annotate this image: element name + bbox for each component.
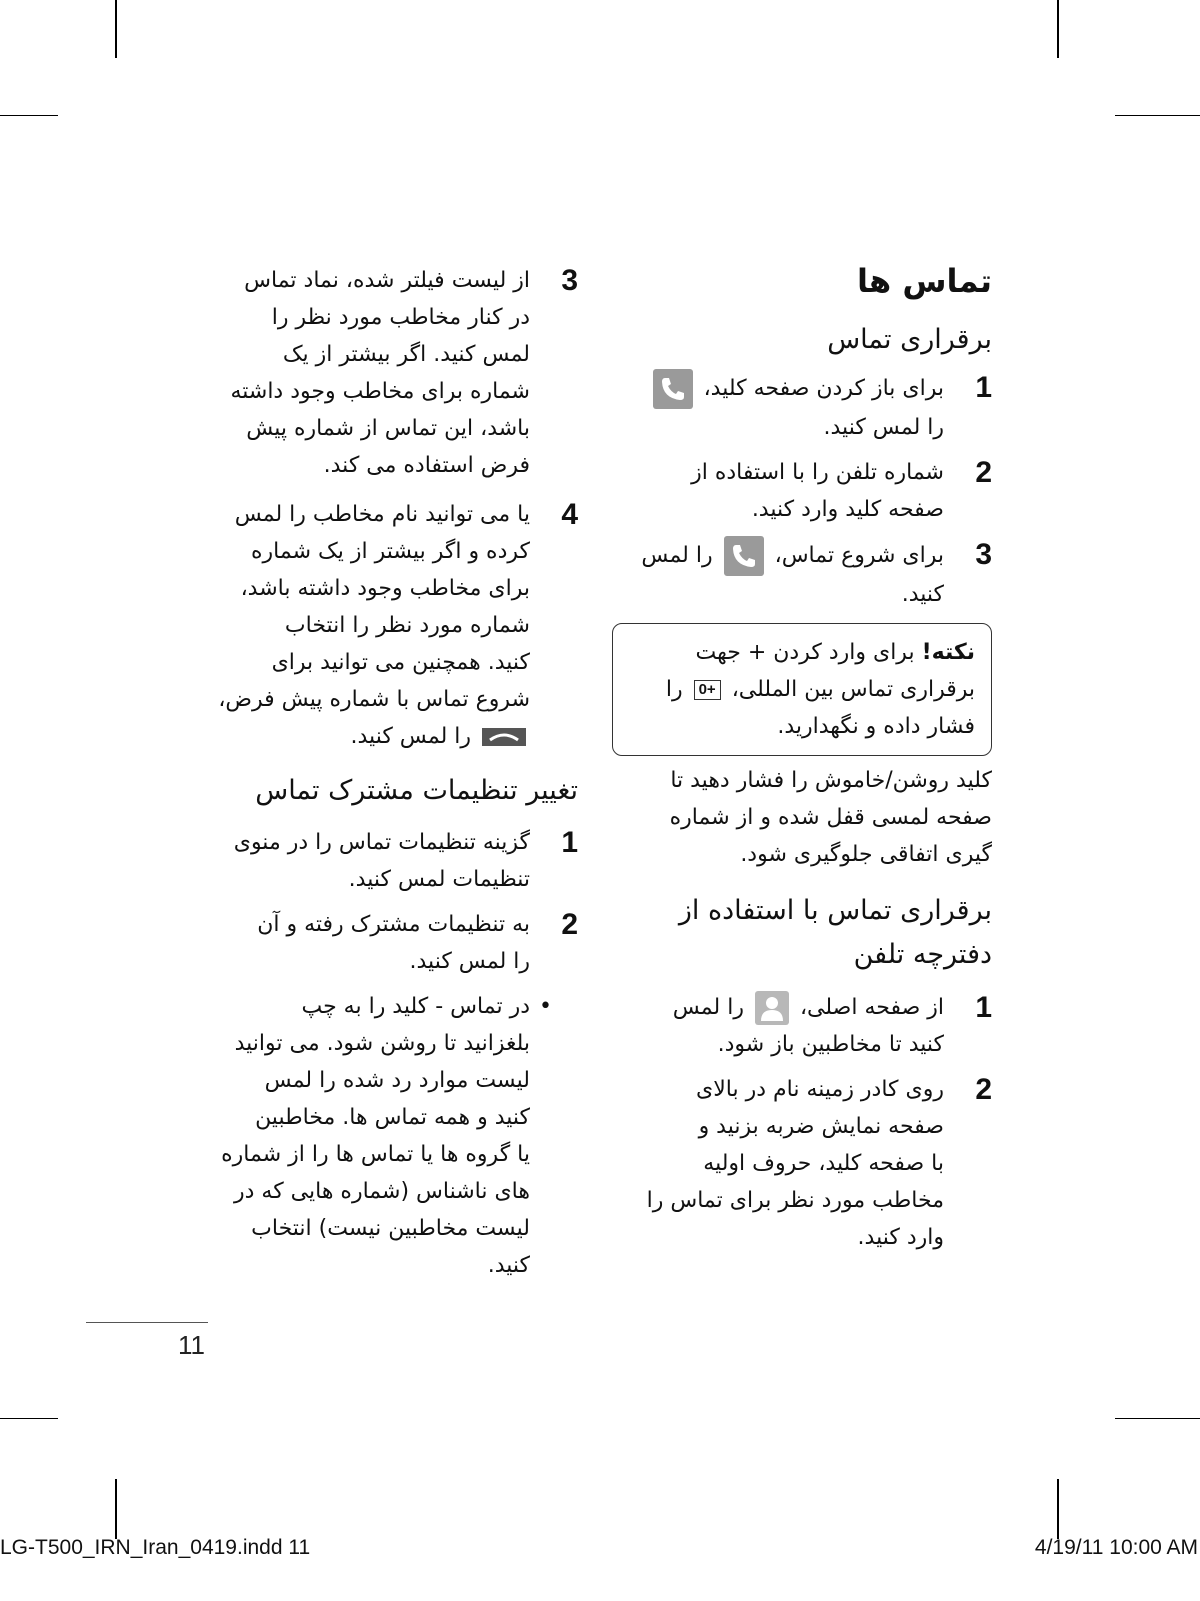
crop-mark [115, 0, 117, 58]
crop-mark [1115, 115, 1200, 116]
footer-datetime: 4/19/11 10:00 AM [1034, 1536, 1198, 1559]
step-item: 3 از لیست فیلتر شده، نماد تماس در کنار مخاطب مورد نظر را لمس کنید. اگر بیشتر از یک شماره برای مخاطب وجود داشته باشد، این تماس از شماره پیش فرض استفاده می کند. [230, 264, 578, 478]
tip-box: نکته! برای وارد کردن + جهت برقراری تماس بین المللی، 0+ را فشار داده و نگهدارید. [612, 623, 992, 756]
contacts-icon [755, 991, 789, 1025]
page-number: 11 [178, 1330, 205, 1360]
step-item: 2 به تنظیمات مشترک رفته و آن را لمس کنید. [257, 908, 578, 974]
section-heading: برقراری تماس با استفاده از دفترچه تلفن [678, 895, 992, 970]
step-item: 3 برای شروع تماس، را لمس کنید. [641, 538, 992, 607]
step-item: 1 برای باز کردن صفحه کلید، را لمس کنید. [612, 369, 992, 446]
crop-mark [0, 115, 58, 116]
tip-label: نکته! [921, 640, 975, 665]
crop-mark [1057, 1479, 1059, 1539]
crop-mark [1115, 1418, 1200, 1419]
end-call-key-icon [482, 728, 526, 746]
section-heading: برقراری تماس [827, 324, 992, 355]
step-item: 2 روی کادر زمینه نام در بالای صفحه نمایش ضربه بزنید و با صفحه کلید، حروف اولیه مخاطب مورد نظر برای تماس را وارد کنید. [646, 1073, 992, 1250]
right-column [612, 262, 992, 1256]
step-item: 4 یا می توانید نام مخاطب را لمس کرده و اگر بیشتر از یک شماره برای مخاطب وجود داشته باشد، شماره مورد نظر را انتخاب کنید. همچنین می توانید برای شروع تماس با شماره پیش فرض، را لمس کنید. [218, 498, 578, 749]
crop-mark [1057, 0, 1059, 58]
step-item: 1 گزینه تنظیمات تماس را در منوی تنظیمات لمس کنید. [233, 826, 578, 892]
step-item: 2 شماره تلفن را با استفاده از صفحه کلید وارد کنید. [691, 456, 992, 522]
bullet-item: • در تماس - کلید را به چپ بلغزانید تا روشن شود. می توانید لیست موارد رد شده را لمس کنید و همه تماس ها. مخاطبین یا گروه ها یا تماس ها را از شماره های ناشناس (شماره هایی که در لیست مخاطبین نیست) انتخاب کنید. [221, 994, 552, 1278]
section-heading: تغییر تنظیمات مشترک تماس [255, 775, 578, 806]
crop-mark [115, 1479, 117, 1539]
left-column [196, 262, 578, 1284]
zero-plus-key-icon: 0+ [694, 680, 721, 700]
page-title: تماس ها [857, 262, 992, 300]
crop-mark [0, 1418, 58, 1419]
page-number-rule [86, 1322, 208, 1323]
phone-call-icon [653, 369, 693, 409]
footer-filename: LG-T500_IRN_Iran_0419.indd 11 [0, 1536, 311, 1559]
phone-call-icon [724, 536, 764, 576]
lock-paragraph: کلید روشن/خاموش را فشار دهید تا صفحه لمسی قفل شده و از شماره گیری اتفاقی جلوگیری شود. [669, 768, 992, 867]
step-item: 1 از صفحه اصلی، را لمس کنید تا مخاطبین باز شود. [672, 991, 992, 1057]
